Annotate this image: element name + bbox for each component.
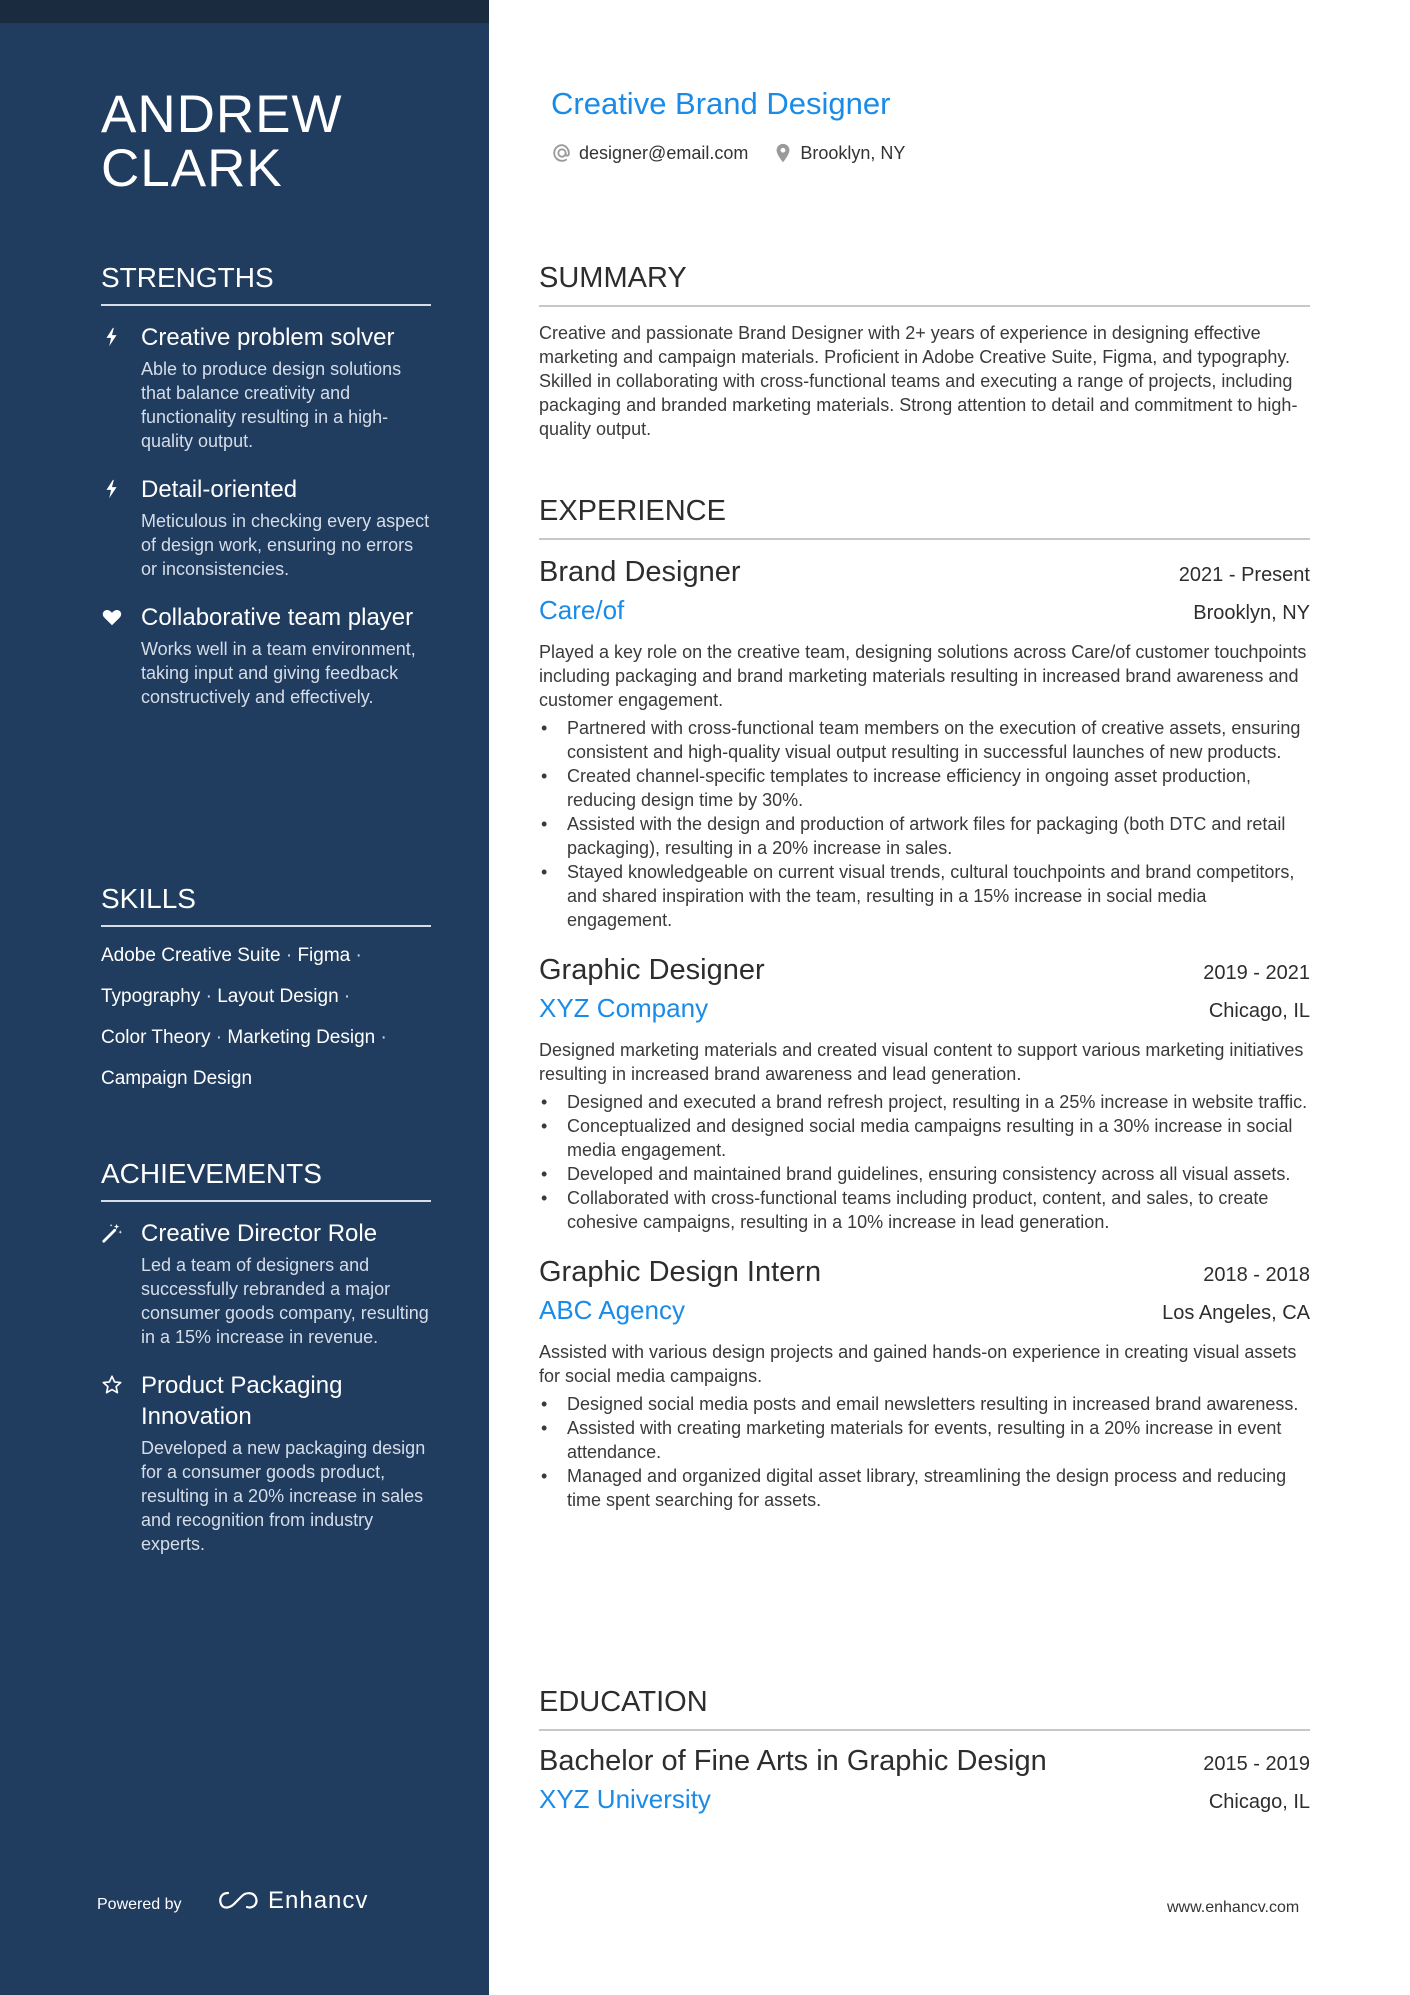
strength-item xyxy=(101,602,431,709)
job-company-row xyxy=(539,1295,1310,1326)
infinity-icon xyxy=(216,1889,262,1913)
job-title: Graphic Designer xyxy=(539,954,765,986)
summary-heading: SUMMARY xyxy=(539,262,1310,307)
location-text: Brooklyn, NY xyxy=(800,142,906,163)
job-bullet: • Partnered with cross-functional team members on the execution of creative assets, ensuring consistent and high-quality visual output resulting in successful launches of new products. xyxy=(539,716,1310,764)
job-company: Care/of xyxy=(539,595,625,625)
job-company: ABC Agency xyxy=(539,1295,685,1325)
job-location: Los Angeles, CA xyxy=(1162,1302,1310,1324)
school-location: Chicago, IL xyxy=(1208,1791,1310,1813)
strengths-section xyxy=(101,262,431,709)
strength-item xyxy=(101,474,431,581)
strength-title: Collaborative team player xyxy=(141,604,414,631)
contact-info xyxy=(551,142,905,164)
skill-item: Campaign Design xyxy=(101,1068,253,1089)
job-title: Graphic Design Intern xyxy=(539,1256,822,1288)
job-bullets xyxy=(539,1090,1310,1234)
star-icon xyxy=(101,1374,123,1396)
job-bullet: • Collaborated with cross-functional teams including product, content, and sales, to create cohesive campaigns, resulting in a 10% increase in lead generation. xyxy=(539,1186,1310,1234)
job-bullets xyxy=(539,716,1310,932)
job-bullet: • Developed and maintained brand guidelines, ensuring consistency across all visual assets. xyxy=(539,1162,1310,1186)
job-location: Chicago, IL xyxy=(1208,1000,1310,1022)
skill-item: Layout Design xyxy=(217,986,339,1007)
strength-item xyxy=(101,322,431,453)
lightning-icon xyxy=(101,326,123,348)
at-icon xyxy=(551,142,573,164)
heart-icon xyxy=(101,606,123,628)
job-dates: 2019 - 2021 xyxy=(1203,962,1310,984)
job-title-header: Creative Brand Designer xyxy=(551,86,891,121)
achievement-title: Creative Director Role xyxy=(141,1220,378,1247)
email-text: designer@email.com xyxy=(579,142,749,163)
achievements-section xyxy=(101,1158,431,1556)
education-header-row xyxy=(539,1745,1310,1778)
contact-email[interactable] xyxy=(551,142,748,164)
strength-desc: Able to produce design solutions that balance creativity and functionality resulting in a high-quality output. xyxy=(141,359,402,451)
job-dates: 2021 - Present xyxy=(1178,564,1310,586)
job-header-row xyxy=(539,1256,1310,1289)
job-entry xyxy=(539,556,1310,932)
education-entry xyxy=(539,1745,1310,1815)
sidebar xyxy=(0,0,489,1995)
skills-list: Adobe Creative Suite · Figma · Typography · Layout Design · Color Theory · Marketing Design · Campaign Design xyxy=(101,945,387,1089)
job-bullet: • Assisted with creating marketing materials for events, resulting in a 20% increase in event attendance. xyxy=(539,1416,1310,1464)
job-bullets xyxy=(539,1392,1310,1512)
achievements-heading: ACHIEVEMENTS xyxy=(101,1158,431,1202)
job-title: Brand Designer xyxy=(539,556,741,588)
strength-title: Creative problem solver xyxy=(141,324,395,351)
achievement-item xyxy=(101,1370,431,1556)
strength-desc: Meticulous in checking every aspect of design work, ensuring no errors or inconsistencies. xyxy=(141,511,430,579)
education-heading: EDUCATION xyxy=(539,1686,1310,1731)
strength-title: Detail-oriented xyxy=(141,476,298,503)
job-entry xyxy=(539,1256,1310,1512)
skill-item: Marketing Design xyxy=(227,1027,376,1048)
magic-wand-icon xyxy=(101,1222,123,1244)
lightning-icon xyxy=(101,478,123,500)
skill-item: Adobe Creative Suite xyxy=(101,945,281,966)
degree-title: Bachelor of Fine Arts in Graphic Design xyxy=(539,1745,1047,1777)
job-bullet: • Assisted with the design and production of artwork files for packaging (both DTC and retail packaging), resulting in a 20% increase in sales. xyxy=(539,812,1310,860)
skills-heading: SKILLS xyxy=(101,883,431,927)
job-bullet: • Conceptualized and designed social media campaigns resulting in a 30% increase in social media engagement. xyxy=(539,1114,1310,1162)
job-description: Played a key role on the creative team, designing solutions across Care/of customer touchpoints including packaging and brand marketing materials resulting in increased brand awareness and customer engagement. xyxy=(539,642,1307,710)
summary-text: Creative and passionate Brand Designer with 2+ years of experience in designing effective marketing and campaign materials. Proficient in Adobe Creative Suite, Figma, and typography. Skilled in collaborating with cross-functional teams and executing a range of projects, including packaging and branded marketing materials. Strong attention to detail and commitment to high-quality output. xyxy=(539,323,1298,439)
education-dates: 2015 - 2019 xyxy=(1203,1753,1310,1775)
strength-desc: Works well in a team environment, taking input and giving feedback constructively and effectively. xyxy=(141,639,416,707)
skills-section xyxy=(101,883,431,1099)
job-bullet: • Created channel-specific templates to increase efficiency in ongoing asset production, reducing design time by 30%. xyxy=(539,764,1310,812)
enhancv-brand-name: Enhancv xyxy=(268,1887,369,1914)
summary-section xyxy=(539,262,1310,441)
name-first: ANDREW xyxy=(101,85,343,144)
enhancv-logo[interactable] xyxy=(216,1885,368,1917)
skill-item: Color Theory xyxy=(101,1027,211,1048)
job-company-row xyxy=(539,595,1310,626)
job-bullet: • Stayed knowledgeable on current visual trends, cultural touchpoints and brand competitors, and shared inspiration with the team, resulting in a 15% increase in social media engagement. xyxy=(539,860,1310,932)
job-entry xyxy=(539,954,1310,1234)
skill-item: Figma xyxy=(297,945,351,966)
experience-heading: EXPERIENCE xyxy=(539,495,1310,540)
achievement-desc: Led a team of designers and successfully rebranded a major consumer goods company, resulting in a 15% increase in revenue. xyxy=(141,1255,429,1347)
strengths-heading: STRENGTHS xyxy=(101,262,431,306)
skill-item: Typography xyxy=(101,986,201,1007)
footer-url[interactable]: www.enhancv.com xyxy=(1167,1899,1300,1916)
job-bullet: • Designed and executed a brand refresh project, resulting in a 25% increase in website traffic. xyxy=(539,1090,1310,1114)
education-school-row xyxy=(539,1784,1310,1815)
job-bullet: • Managed and organized digital asset library, streamlining the design process and reducing time spent searching for assets. xyxy=(539,1464,1310,1512)
job-bullet: • Designed social media posts and email newsletters resulting in increased brand awareness. xyxy=(539,1392,1310,1416)
experience-section xyxy=(539,495,1310,1512)
name-last: CLARK xyxy=(101,139,283,198)
job-description: Designed marketing materials and created visual content to support various marketing initiatives resulting in increased brand awareness and lead generation. xyxy=(539,1040,1304,1084)
job-location: Brooklyn, NY xyxy=(1193,602,1310,624)
location-pin-icon xyxy=(772,142,794,164)
sidebar-top-bar xyxy=(0,0,489,23)
contact-location xyxy=(772,142,905,164)
school-name: XYZ University xyxy=(539,1784,711,1814)
achievement-desc: Developed a new packaging design for a consumer goods product, resulting in a 20% increase in sales and recognition from industry experts. xyxy=(141,1438,426,1554)
achievement-item xyxy=(101,1218,431,1349)
achievement-title: Product Packaging Innovation xyxy=(141,1372,343,1430)
candidate-name xyxy=(101,85,343,198)
education-section xyxy=(539,1686,1310,1815)
job-dates: 2018 - 2018 xyxy=(1203,1264,1310,1286)
job-header-row xyxy=(539,954,1310,987)
job-description: Assisted with various design projects and gained hands-on experience in creating visual assets for social media campaigns. xyxy=(539,1342,1297,1386)
job-header-row xyxy=(539,556,1310,589)
job-company: XYZ Company xyxy=(539,993,709,1023)
powered-by-label: Powered by xyxy=(97,1896,182,1913)
job-company-row xyxy=(539,993,1310,1024)
